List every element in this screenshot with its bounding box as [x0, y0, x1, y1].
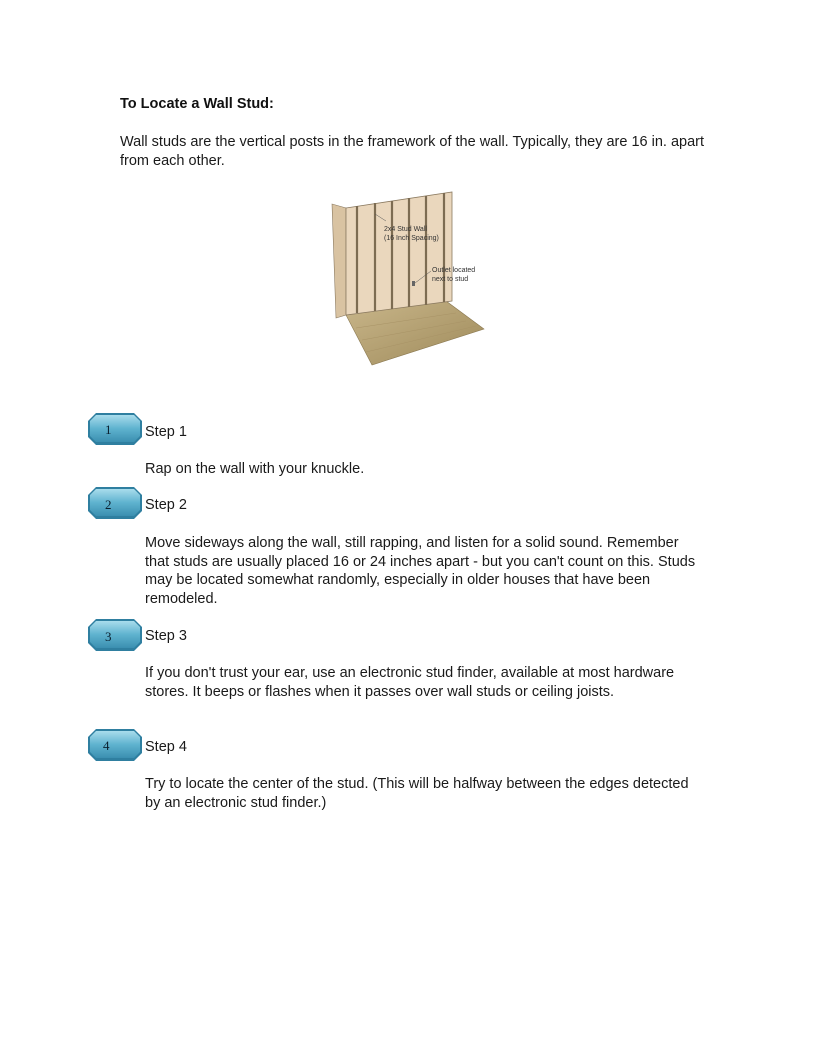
step-2-badge: [87, 486, 143, 520]
figure-label-outlet-2: next to stud: [432, 276, 469, 283]
step-1-text: Rap on the wall with your knuckle.: [145, 461, 365, 477]
step-3-title: Step 3: [145, 628, 187, 644]
step-2-number: 2: [105, 497, 112, 512]
step-1-badge: [87, 412, 143, 446]
figure-label-outlet-1: Outlet located: [432, 267, 476, 274]
side-wall: [332, 204, 346, 318]
outlet: [412, 281, 415, 286]
step-3-text: If you don't trust your ear, use an electronic stud finder, available at most hardware stores. It beeps or flashes when it passes over wall studs or ceiling joists.: [145, 665, 675, 700]
step-2-text: Move sideways along the wall, still rapping, and listen for a solid sound. Remember that studs are usually placed 16 or 24 inches apart - but you can't count on this. Studs may be located somewhat randomly, especially in older houses that have been remodeled.: [145, 535, 696, 607]
figure-label-wall-2: (16 Inch Spacing): [384, 235, 439, 242]
step-1-number: 1: [105, 422, 112, 437]
step-4-text: Try to locate the center of the stud. (This will be halfway between the edges detected by an electronic stud finder.): [145, 776, 689, 811]
step-3-badge: [87, 618, 143, 652]
step-3-number: 3: [105, 629, 112, 644]
step-2-title: Step 2: [145, 497, 187, 513]
step-4-title: Step 4: [145, 739, 187, 755]
page-title: To Locate a Wall Stud:: [120, 96, 274, 112]
wall-panel: [346, 192, 452, 315]
stud-wall-illustration: [326, 188, 492, 368]
step-4-badge: [87, 728, 143, 762]
intro-paragraph: Wall studs are the vertical posts in the framework of the wall. Typically, they are 16 in. apart from each other.: [120, 134, 705, 169]
figure-label-wall-1: 2x4 Stud Wall: [384, 226, 427, 233]
step-4-number: 4: [103, 738, 110, 753]
step-1-title: Step 1: [145, 424, 187, 440]
